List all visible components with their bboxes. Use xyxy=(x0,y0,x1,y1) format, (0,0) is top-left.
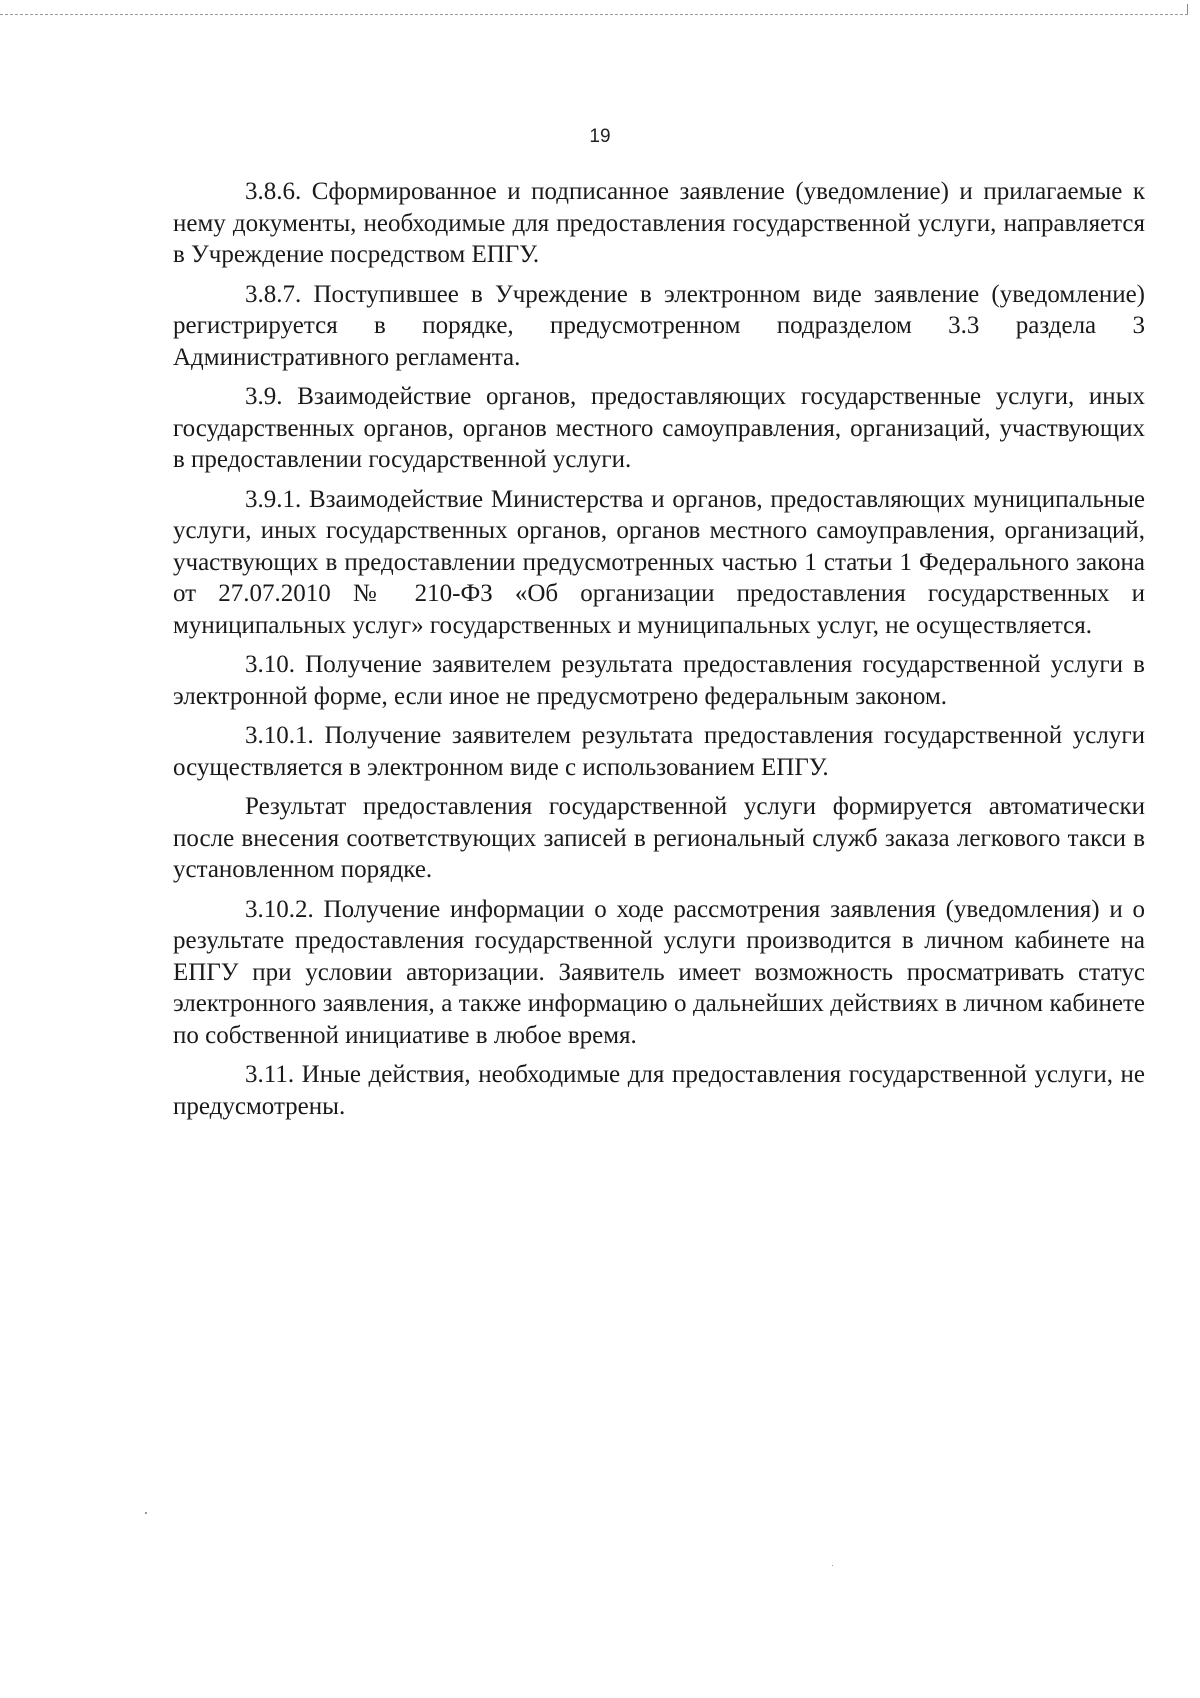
document-body xyxy=(173,176,1145,1130)
scan-speck xyxy=(145,1512,147,1514)
paragraph-result: Результат предоставления государственной услуги формируется автоматически после внесения соответствующих записей в региональный служб заказа легкового такси в установленном порядке. xyxy=(173,793,1145,883)
paragraph-3-9-1: 3.9.1. Взаимодействие Министерства и органов, предоставляющих муниципальные услуги, иных государственных органов, органов местного самоуправления, организаций, участвующих в предоставлении предусмотренных частью 1 статьи 1 Федерального закона от 27.07.2010 № 210-ФЗ «Об организации предоставления государственных и муниципальных услуг» государственных и муниципальных услуг, не осуществляется. xyxy=(173,485,1145,639)
scan-corner-mark xyxy=(1187,4,1188,14)
paragraph-3-11: 3.11. Иные действия, необходимые для предоставления государственной услуги, не предусмотрены. xyxy=(173,1061,1145,1120)
paragraph-3-9: 3.9. Взаимодействие органов, предоставляющих государственные услуги, иных государственных органов, органов местного самоуправления, организаций, участвующих в предоставлении государственной услуги. xyxy=(173,383,1145,473)
paragraph-3-10: 3.10. Получение заявителем результата предоставления государственной услуги в электронной форме, если иное не предусмотрено федеральным законом. xyxy=(173,651,1145,710)
scan-top-edge xyxy=(0,14,1188,15)
paragraph-3-10-1: 3.10.1. Получение заявителем результата предоставления государственной услуги осуществляется в электронном виде с использованием ЕПГУ. xyxy=(173,722,1145,781)
scan-speck xyxy=(832,1565,833,1566)
paragraph-3-8-7: 3.8.7. Поступившее в Учреждение в электронном виде заявление (уведомление) регистрируется в порядке, предусмотренном подразделом 3.3 раздела 3 Административного регламента. xyxy=(173,280,1145,371)
paragraph-3-10-2: 3.10.2. Получение информации о ходе рассмотрения заявления (уведомления) и о результате предоставления государственной услуги производится в личном кабинете на ЕПГУ при условии авторизации. Заявитель имеет возможность просматривать статус электронного заявления, а также информацию о дальнейших действиях в личном кабинете по собственной инициативе в любое время. xyxy=(173,895,1145,1049)
page-number: 19 xyxy=(589,126,611,147)
paragraph-3-8-6: 3.8.6. Сформированное и подписанное заявление (уведомление) и прилагаемые к нему документы, необходимые для предоставления государственной услуги, направляется в Учреждение посредством ЕПГУ. xyxy=(173,178,1145,268)
